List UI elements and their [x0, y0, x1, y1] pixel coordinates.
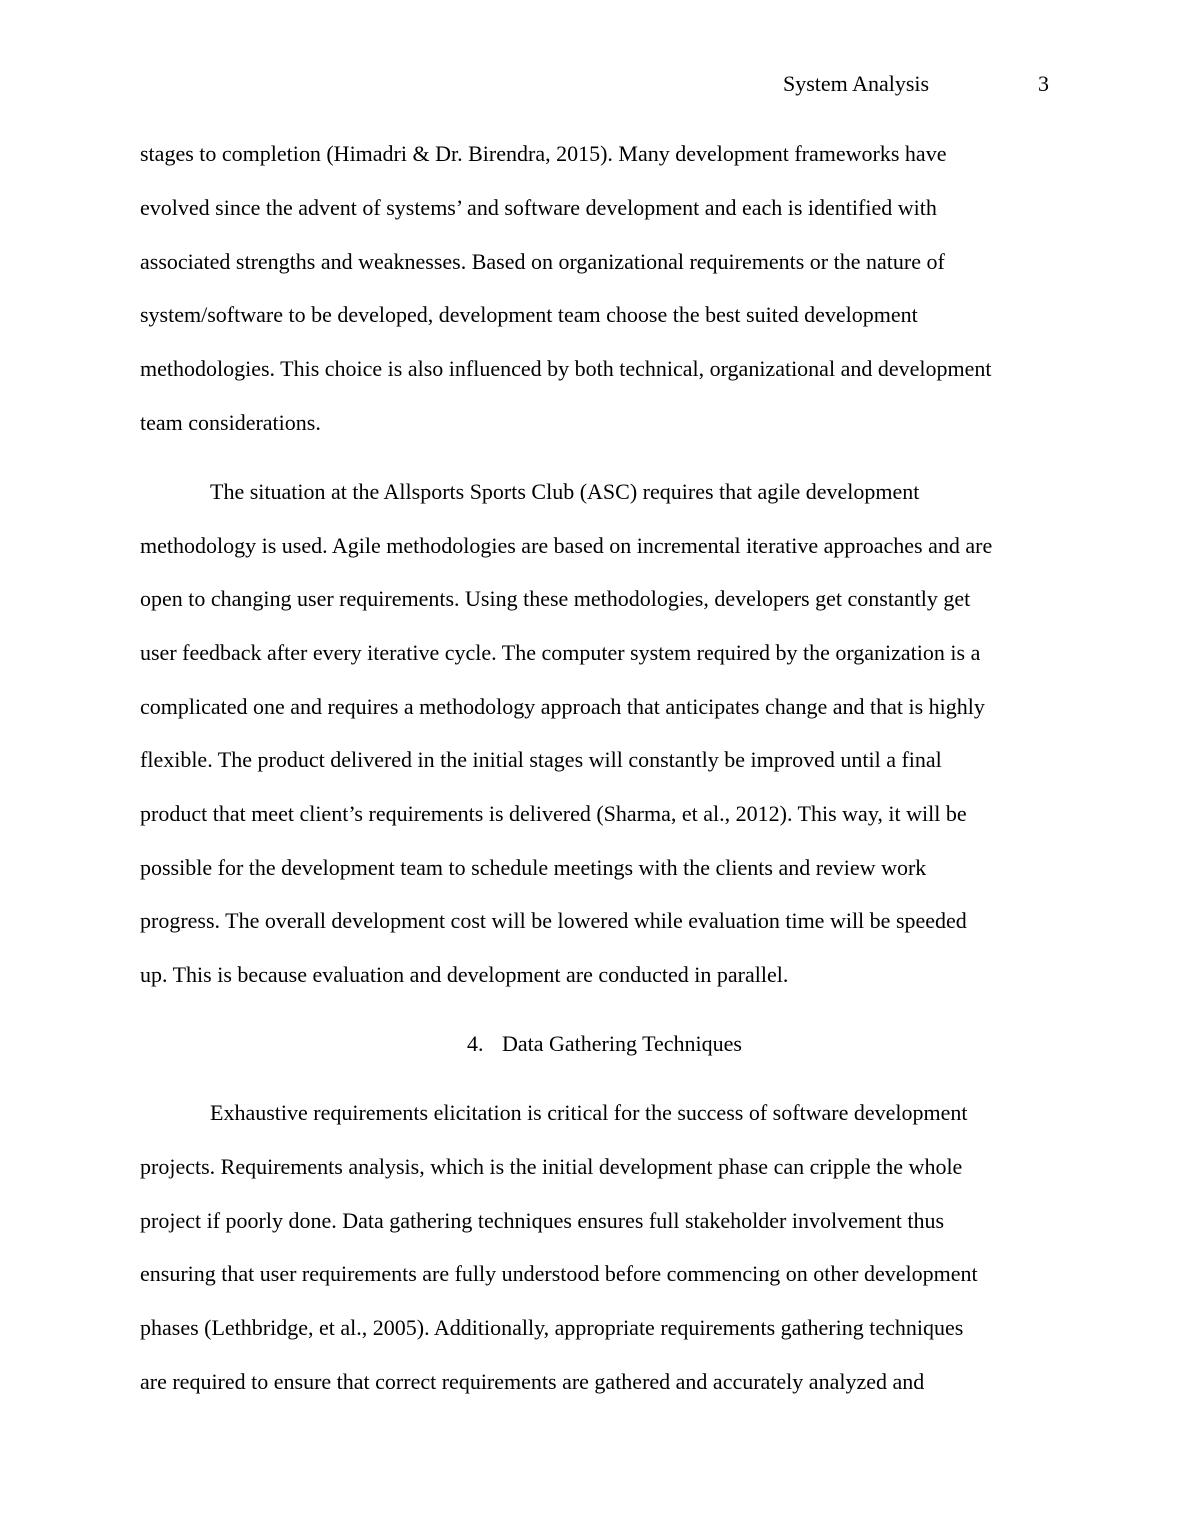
running-header: System Analysis [783, 71, 930, 96]
paragraph-2-line: progress. The overall development cost will be lowered while evaluation time will be speeded [140, 908, 967, 933]
paragraph-1-line: team considerations. [140, 410, 321, 435]
section-heading-number: 4. [467, 1031, 484, 1056]
paragraph-2-line: flexible. The product delivered in the initial stages will constantly be improved until a final [140, 747, 942, 772]
paragraph-1-line: associated strengths and weaknesses. Based on organizational requirements or the nature of [140, 249, 945, 274]
paragraph-3-line: projects. Requirements analysis, which is the initial development phase can cripple the whole [140, 1154, 963, 1179]
paragraph-1-line: methodologies. This choice is also influenced by both technical, organizational and development [140, 356, 992, 381]
paragraph-1-line: stages to completion (Himadri & Dr. Birendra, 2015). Many development frameworks have [140, 141, 947, 166]
paragraph-2-line: product that meet client’s requirements is delivered (Sharma, et al., 2012). This way, it will be [140, 801, 967, 826]
paragraph-2-line: possible for the development team to schedule meetings with the clients and review work [140, 855, 927, 880]
paragraph-2-line: open to changing user requirements. Using these methodologies, developers get constantly get [140, 586, 971, 611]
paragraph-3-line: project if poorly done. Data gathering techniques ensures full stakeholder involvement thus [140, 1208, 944, 1233]
paragraph-2-line: complicated one and requires a methodology approach that anticipates change and that is highly [140, 694, 985, 719]
paragraph-2-line: methodology is used. Agile methodologies are based on incremental iterative approaches and are [140, 533, 993, 558]
paragraph-2-line: user feedback after every iterative cycle. The computer system required by the organization is a [140, 640, 981, 665]
paragraph-2-line: The situation at the Allsports Sports Club (ASC) requires that agile development [210, 479, 920, 504]
paragraph-3-line: ensuring that user requirements are fully understood before commencing on other development [140, 1261, 978, 1286]
section-heading: Data Gathering Techniques [502, 1031, 742, 1056]
paragraph-1-line: system/software to be developed, development team choose the best suited development [140, 302, 918, 327]
paragraph-3-line: are required to ensure that correct requirements are gathered and accurately analyzed and [140, 1369, 925, 1394]
paragraph-3-line: phases (Lethbridge, et al., 2005). Additionally, appropriate requirements gathering techniques [140, 1315, 964, 1340]
paragraph-1-line: evolved since the advent of systems’ and software development and each is identified with [140, 195, 937, 220]
paragraph-3-line: Exhaustive requirements elicitation is critical for the success of software development [210, 1100, 968, 1125]
paragraph-2-line: up. This is because evaluation and development are conducted in parallel. [140, 962, 789, 987]
page-number: 3 [1038, 71, 1049, 96]
